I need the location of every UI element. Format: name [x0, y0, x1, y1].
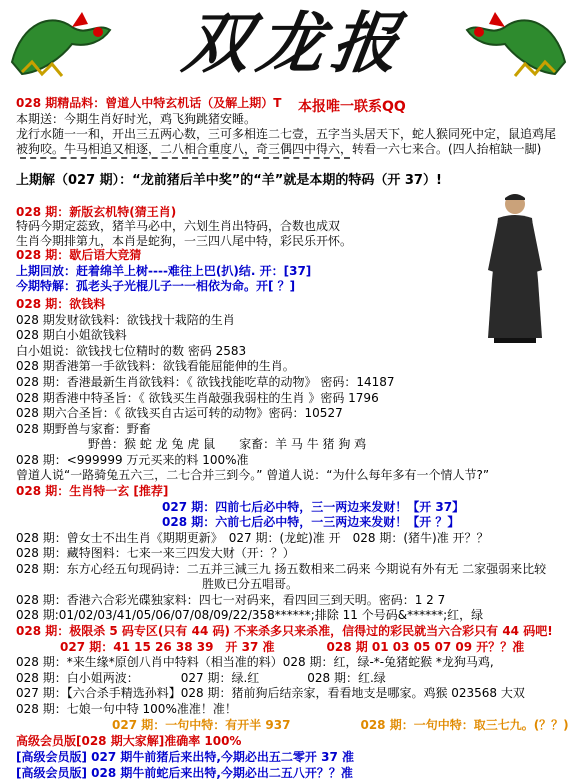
text-segment: 上期回放：赶着绵羊上树----难往上巴(扒)结. 开：[37]: [16, 264, 312, 278]
text-line: [16, 406, 343, 421]
text-segment: 028 期白小姐欲钱料: [16, 328, 127, 342]
text-line: [16, 546, 295, 561]
text-segment: 027 期：【六合杀手精选孙料】028 期：猪前狗后结亲家，看看地支是哪家。鸡猴 023568 大双: [16, 686, 525, 700]
text-line: [16, 375, 395, 390]
text-line: [16, 205, 176, 220]
text-segment: 028 期：*来生缘*原创八肖中特料（相当准的料）028 期：红，绿-*-兔猪蛇猴 *龙狗马鸡,: [16, 655, 494, 669]
text-segment: 028 期：欲钱料: [16, 297, 106, 311]
text-line: [16, 264, 311, 279]
text-segment: 本期送：今期生肖好时光，鸡飞狗跳猪安睡。: [16, 112, 257, 126]
text-line: [16, 453, 249, 468]
text-line: [16, 702, 237, 717]
text-line: [16, 127, 556, 142]
text-line: [16, 577, 298, 592]
text-line: [16, 313, 235, 328]
text-segment: 028 期：新版玄机特(猜王肖): [16, 205, 177, 219]
text-segment: 028 期：生肖特一玄 [推荐]: [16, 484, 169, 498]
text-segment: 028 期:01/02/03/41/05/06/07/08/09/22/358******;排除 11 个号码&******;红，绿: [16, 608, 484, 622]
text-segment: 028 期：曾女士不出生肖《期期更新》 027 期：(龙蛇)准 开 028 期：(猪牛)准 开？？: [16, 531, 489, 545]
text-line: [16, 671, 386, 686]
text-segment: 曾道人说“一路骑兔五六三，二七合并三到今。” 曾道人说：“为什么每年多有一个情人节?”: [16, 468, 490, 482]
text-segment: 027 期：一句中特：有开半 937: [112, 718, 291, 732]
text-segment: 028 期：六前七后必中特，一三两边来发财！【开 ？】: [162, 515, 460, 529]
text-line: [16, 562, 546, 577]
text-line: [16, 608, 483, 623]
text-segment: [高级会员版] 028 期牛前蛇后来出特,今期必出二五八开？？准: [16, 766, 353, 780]
masthead-title: 双龙报: [178, 4, 412, 82]
text-line: [16, 437, 366, 452]
text-line: [16, 515, 459, 530]
text-segment: 028 期六合圣旨：《 欲钱买自古运可转的动物》密码：10527: [16, 406, 343, 420]
text-line: [16, 173, 442, 188]
text-segment: 生肖今期排第九，本肖是蛇狗，一三四八尾中特，彩民乐开怀。: [16, 234, 353, 248]
left-dragon-icon: [2, 2, 120, 84]
text-segment: 028 期：七娘一句中特 100%准准！准！: [16, 702, 237, 716]
text-line: [16, 531, 489, 546]
text-line: [16, 279, 295, 294]
text-line: [16, 219, 340, 234]
text-line: [16, 500, 464, 515]
right-dragon-icon: [457, 2, 575, 84]
text-line: [16, 248, 141, 263]
text-segment: 028 期 01 03 05 07 09 开？？准: [326, 640, 525, 654]
text-segment: 028 期野兽与家畜：野畜: [16, 422, 151, 436]
text-line: [16, 344, 246, 359]
separator: [20, 157, 350, 159]
text-line: [16, 468, 489, 483]
text-line: [16, 484, 168, 499]
text-line: [16, 234, 352, 249]
text-segment: 028 期：极限杀 5 码专区(只有 44 码) 不来杀多只来杀准，信得过的彩民就当六合彩只有 44 码吧!: [16, 624, 553, 638]
text-segment: 028 期发财欲钱料：欲钱找十栽陪的生肖: [16, 313, 235, 327]
text-segment: 野兽：猴 蛇 龙 兔 虎 鼠 家畜：羊 马 牛 猪 狗 鸡: [88, 437, 367, 451]
text-line: [16, 718, 569, 733]
text-segment: 028 期：东方心经五句现码诗：二五并三減三九 扬五数相来二码来 今期说有外有无 二家强弱来比较: [16, 562, 547, 576]
text-line: [16, 142, 541, 157]
text-segment: 龙行水随一一和，开出三五两心数，三可多相连二七壹，五字当头居天下，蛇人猴同死中定，鼠追鸡尾: [16, 127, 557, 141]
text-segment: 上期解（027 期）：“龙前猪后羊中奖”的“羊”就是本期的特码（开 37）!: [16, 173, 442, 188]
man-figure-icon: [480, 190, 550, 345]
text-line: [16, 112, 256, 127]
text-segment: 028 期香港中特圣旨：《 欲钱买生肖敲强我弱柱的生肖 》密码 1796: [16, 391, 379, 405]
text-segment: 今期特解：孤老头子光棍儿子一一相依为命。开[ ？]: [16, 279, 296, 293]
text-line: [16, 734, 241, 749]
text-segment: 028 期：一句中特：取三七九。(？？): [360, 718, 569, 732]
text-segment: 白小姐说：欲钱找七位精时的数 密码 2583: [16, 344, 247, 358]
text-line: [16, 391, 379, 406]
text-line: [16, 750, 354, 765]
text-segment: 028 期：香港六合彩光碟独家料：四七一对码来，看四回三到天明。密码：1 2 7: [16, 593, 446, 607]
text-line: [16, 686, 525, 701]
text-segment: 高级会员版[028 期大家解]准确率 100%: [16, 734, 242, 748]
text-line: [16, 96, 281, 111]
text-segment: 特码今期定蕊致，猪羊马必中，六划生肖出特码，合数也成双: [16, 219, 341, 233]
text-line: [16, 624, 553, 639]
text-segment: 028 期：歇后语大竞猜: [16, 248, 142, 262]
contact-qq-stamp: 本报唯一联系QQ: [298, 99, 406, 115]
text-segment: 027 期：四前七后必中特，三一两边来发财！【开 37】: [162, 500, 465, 514]
text-segment: 028 期：<999999 万元买来的料 100%准: [16, 453, 249, 467]
text-line: [16, 593, 445, 608]
text-line: [16, 655, 494, 670]
text-line: [16, 297, 105, 312]
text-segment: [高级会员版] 027 期牛前猪后来出特,今期必出五二零开 37 准: [16, 750, 354, 764]
text-segment: 028 期香港第一手欲钱料：欲钱看能屈能伸的生肖。: [16, 359, 295, 373]
text-line: [16, 640, 524, 655]
text-segment: 028 期：香港最新生肖欲钱料：《 欲钱找能吃草的动物》 密码：14187: [16, 375, 395, 389]
text-segment: 被狗咬。牛马相追又相逐，二八相合重度八，奇三偶四中得六，转看一六七来合。(四人抬棺缺一脚): [16, 142, 542, 156]
text-segment: 028 期：藏特图料：七来一来三四发大财（开：？）: [16, 546, 295, 560]
text-line: [16, 328, 127, 343]
text-line: [16, 359, 295, 374]
text-segment: 028 期精品料：曾道人中特玄机话（及解上期）T: [16, 96, 282, 110]
text-segment: 027 期：41 15 26 38 39 开 37 准: [60, 640, 275, 654]
text-segment: 028 期：白小姐两波： 027 期：绿.红 028 期：红.绿: [16, 671, 386, 685]
text-line: [16, 422, 151, 437]
text-segment: 胜败已分五唱哥。: [202, 577, 299, 591]
masthead: [0, 0, 577, 92]
